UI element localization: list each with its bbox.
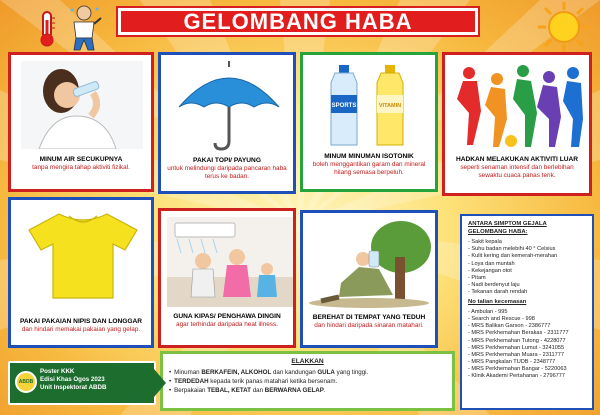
emergency-contact: - MRS Perkhemahan Berakas - 2311777 — [468, 330, 569, 337]
symptom-item: - Nadi berdenyut laju — [468, 282, 520, 289]
emergency-contact: - MRS Balikan Garson - 2386777 — [468, 323, 551, 330]
emergency-contact: - Search and Rescue - 998 — [468, 316, 535, 323]
sports-silhouettes-image — [451, 59, 585, 151]
emergency-contact: - MRS Pangkalan TUDB - 2348777 — [468, 358, 556, 365]
card-6-text: agar terhindar daripada heat illness. — [176, 321, 278, 329]
resting-man-tree-image — [309, 217, 435, 309]
emergency-contact: - Klinik Akademi Pertahanan - 2796777 — [468, 373, 566, 380]
symptom-item: - Kekejangan otot — [468, 267, 512, 274]
footer-line-1: Poster KKK — [40, 368, 75, 375]
footer-line-2: Edisi Khas Ogos 2023 — [40, 376, 105, 384]
card-rest-shade — [300, 210, 438, 348]
card-umbrella — [158, 52, 296, 194]
footer-line-3: Unit Inspektorat ABDB — [40, 384, 107, 392]
emergency-contact: - MRS Perkhemahan Lumut - 3241055 — [468, 344, 565, 351]
emergency-contact: - MRS Perkhemahan Tutong - 4228077 — [468, 337, 566, 344]
card-2-title: PAKAI TOPI/ PAYUNG — [193, 157, 261, 164]
bottle-label-vitamin: VITAMIN — [378, 103, 402, 109]
family-aircond-image — [167, 217, 293, 307]
card-5-title: PAKAI PAKAIAN NIPIS DAN LONGGAR — [19, 318, 143, 325]
card-2-text: untuk melindungi daripada pancaran haba terus ke badan. — [167, 165, 287, 181]
card-isotonic — [300, 52, 438, 192]
symptom-item: - Loya dan muntah — [468, 260, 515, 267]
tshirt-icon — [25, 208, 141, 300]
card-7-text: dan hindari daripada sinaran matahari. — [314, 322, 424, 330]
footer-arrow-icon — [154, 369, 166, 397]
emergency-contact: - MRS Perkhemahan Muara - 2311777 — [468, 351, 564, 358]
card-1-text: tanpa mengira tahap aktiviti fizikal. — [32, 164, 130, 172]
page-title: GELOMBANG HABA — [121, 11, 475, 32]
card-3-title: MINUM MINUMAN ISOTONIK — [324, 153, 414, 160]
emergency-contact: - MRS Perkhemahan Bangar - 5220063 — [468, 366, 567, 373]
poster-footer — [8, 361, 156, 405]
isotonic-bottles-image — [325, 61, 419, 149]
abdb-logo: ABDB — [15, 371, 37, 393]
symptom-item: - Sakit kepala — [468, 239, 502, 246]
card-6-title: GUNA KIPAS/ PENGHAWA DINGIN — [173, 313, 281, 320]
card-5-text: dan hindari memakai pakaian yang gelap. — [21, 326, 141, 334]
symptom-item: - Kulit kering dan kemerah-merahan — [468, 253, 558, 260]
card-limit-activity — [442, 52, 592, 196]
sweating-man-icon — [64, 4, 104, 52]
bottle-label-sports: SPORTS — [331, 103, 357, 109]
symptom-item: - Suhu badan melebihi 40 ° Celsius — [468, 246, 556, 253]
avoid-item: • TERDEDAH kepada terik panas matahari ketika bersenam. — [169, 378, 446, 387]
avoid-item: • Minuman BERKAFEIN, ALKOHOL dan kandungan GULA yang tinggi. — [169, 369, 446, 378]
umbrella-icon — [173, 59, 285, 151]
drinking-woman-image — [21, 61, 143, 149]
card-4-text: seperti senaman intensif dan berlebihan sewaktu cuaca panas terik. — [460, 164, 574, 180]
symptom-item: - Tekanan darah rendah — [468, 289, 528, 296]
avoid-heading: ELAKKAN — [291, 358, 324, 365]
card-3-text: boleh menggantikan garam dan mineral hilang semasa berpeluh. — [312, 161, 426, 177]
symptoms-heading: ANTARA SIMPTOM GEJALA GELOMBANG HABA: — [468, 221, 547, 235]
title-banner — [116, 6, 480, 37]
card-fan-aircond — [158, 208, 296, 348]
card-7-title: BEREHAT DI TEMPAT YANG TEDUH — [312, 314, 426, 321]
avoid-panel — [160, 351, 455, 411]
sun-icon — [534, 0, 594, 54]
symptom-item: - Pitam — [468, 274, 486, 281]
avoid-item: • Berpakaian TEBAL, KETAT dan BERWARNA GELAP. — [169, 387, 446, 396]
card-1-title: MINUM AIR SECUKUPNYA — [39, 156, 123, 163]
card-light-clothing — [8, 197, 154, 348]
symptoms-panel — [460, 214, 594, 410]
card-drink-water — [8, 52, 154, 192]
emergency-contact: - Ambulan - 995 — [468, 308, 508, 315]
thermometer-icon — [36, 10, 58, 48]
emergency-heading: No talian kecemasan — [468, 299, 527, 306]
card-4-title: HADKAN MELAKUKAN AKTIVITI LUAR — [455, 156, 579, 163]
